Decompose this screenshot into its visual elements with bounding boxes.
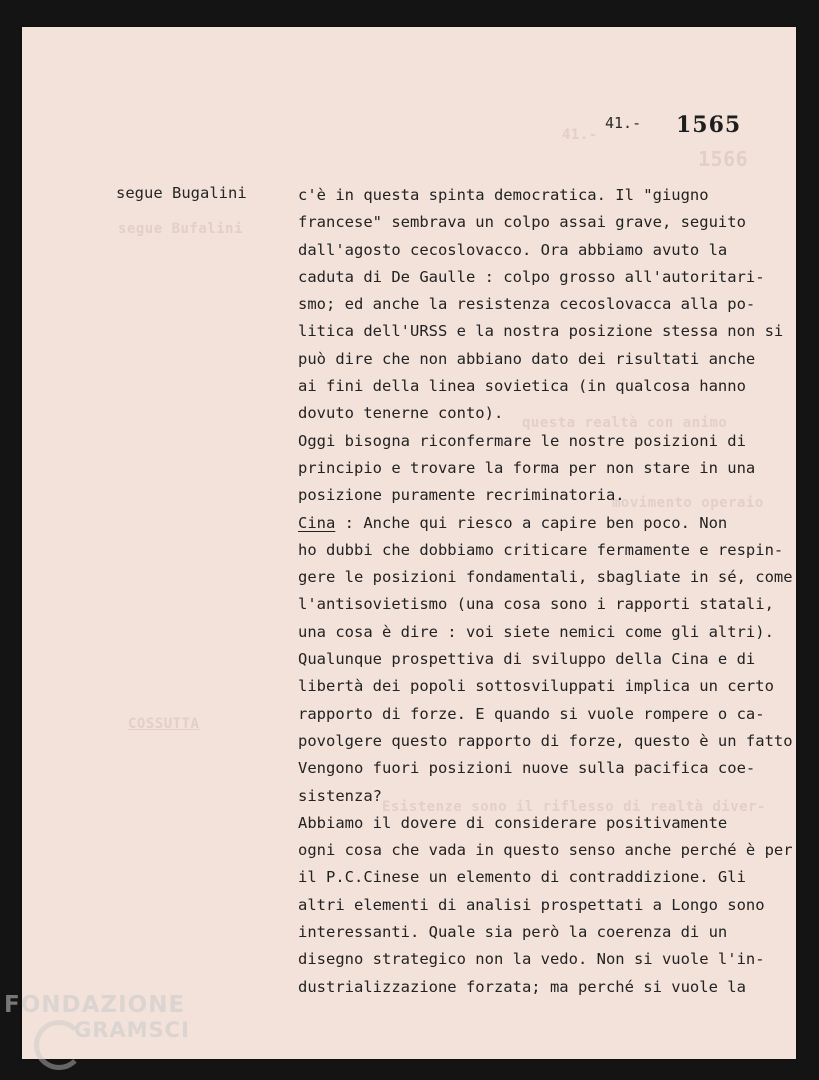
text-line: l'antisovietismo (una cosa sono i rapporti statali,	[298, 595, 774, 614]
text-line: dovuto tenerne conto).	[298, 404, 504, 423]
text-line: rapporto di forze. E quando si vuole rompere o ca-	[298, 704, 765, 723]
page-number: 41.-	[605, 114, 642, 132]
document-page	[22, 27, 796, 1059]
text-line: litica dell'URSS e la nostra posizione stessa non si	[298, 322, 784, 341]
bleed-fragment: movimento operaio	[612, 495, 764, 511]
text-line: Abbiamo il dovere di considerare positivamente	[298, 813, 728, 832]
bleed-stamp-number: 1566	[698, 147, 749, 171]
text-line: il P.C.Cinese un elemento di contraddizione. Gli	[298, 868, 746, 887]
text-line: dustrializzazione forzata; ma perché si vuole la	[298, 977, 746, 996]
text-fragment: : Anche qui riesco a capire ben poco. Non	[335, 513, 728, 532]
section-heading-cina: Cina	[298, 513, 336, 532]
text-line: posizione puramente recriminatoria.	[298, 486, 625, 505]
watermark-logo	[4, 992, 190, 1042]
typed-text-body	[298, 182, 796, 1001]
text-line: principio e trovare la forma per non stare in una	[298, 458, 756, 477]
text-line	[298, 510, 796, 537]
text-line: povolgere questo rapporto di forze, questo è un fatto	[298, 731, 793, 750]
bleed-fragment: questa realtà con animo	[522, 415, 728, 431]
text-line: Vengono fuori posizioni nuove sulla pacifica coe-	[298, 759, 756, 778]
text-line: c'è in questa spinta democratica. Il "giugno	[298, 186, 709, 204]
text-line: può dire che non abbiano dato dei risultati anche	[298, 349, 756, 368]
text-line: ogni cosa che vada in questo senso anche perché è per	[298, 841, 793, 860]
text-line: sistenza?	[298, 786, 382, 805]
text-line: ai fini della linea sovietica (in qualcosa hanno	[298, 377, 746, 396]
text-line: francese" sembrava un colpo assai grave, seguito	[298, 213, 746, 232]
text-line: ho dubbi che dobbiamo criticare fermamente e respin-	[298, 540, 784, 559]
text-line: disegno strategico non la vedo. Non si vuole l'in-	[298, 950, 765, 969]
bleed-margin-name: COSSUTTA	[128, 716, 200, 732]
text-line: Qualunque prospettiva di sviluppo della Cina e di	[298, 650, 756, 669]
text-line: una cosa è dire : voi siete nemici come gli altri).	[298, 622, 774, 641]
text-line: libertà dei popoli sottosviluppati implica un certo	[298, 677, 774, 696]
bleed-speaker: segue Bufalini	[118, 221, 244, 237]
bleed-fragment: Esistenze sono il riflesso di realtà diver-	[382, 799, 766, 815]
watermark-line1: FONDAZIONE	[4, 992, 186, 1018]
text-line: interessanti. Quale sia però la coerenza di un	[298, 923, 728, 942]
text-line: Oggi bisogna riconfermare le nostre posizioni di	[298, 431, 746, 450]
watermark-line2: GRAMSCI	[74, 1018, 190, 1042]
stamp-number: 1565	[676, 112, 742, 138]
text-line: dall'agosto cecoslovacco. Ora abbiamo avuto la	[298, 240, 728, 259]
watermark-ring-icon	[34, 1020, 84, 1070]
text-line: gere le posizioni fondamentali, sbagliate in sé, come	[298, 568, 793, 587]
text-line: smo; ed anche la resistenza cecoslovacca alla po-	[298, 295, 756, 314]
speaker-label: segue Bugalini	[116, 184, 247, 202]
text-line: altri elementi di analisi prospettati a Longo sono	[298, 895, 765, 914]
bleed-page-number: 41.-	[562, 127, 598, 143]
text-line: caduta di De Gaulle : colpo grosso all'autoritari-	[298, 267, 765, 286]
